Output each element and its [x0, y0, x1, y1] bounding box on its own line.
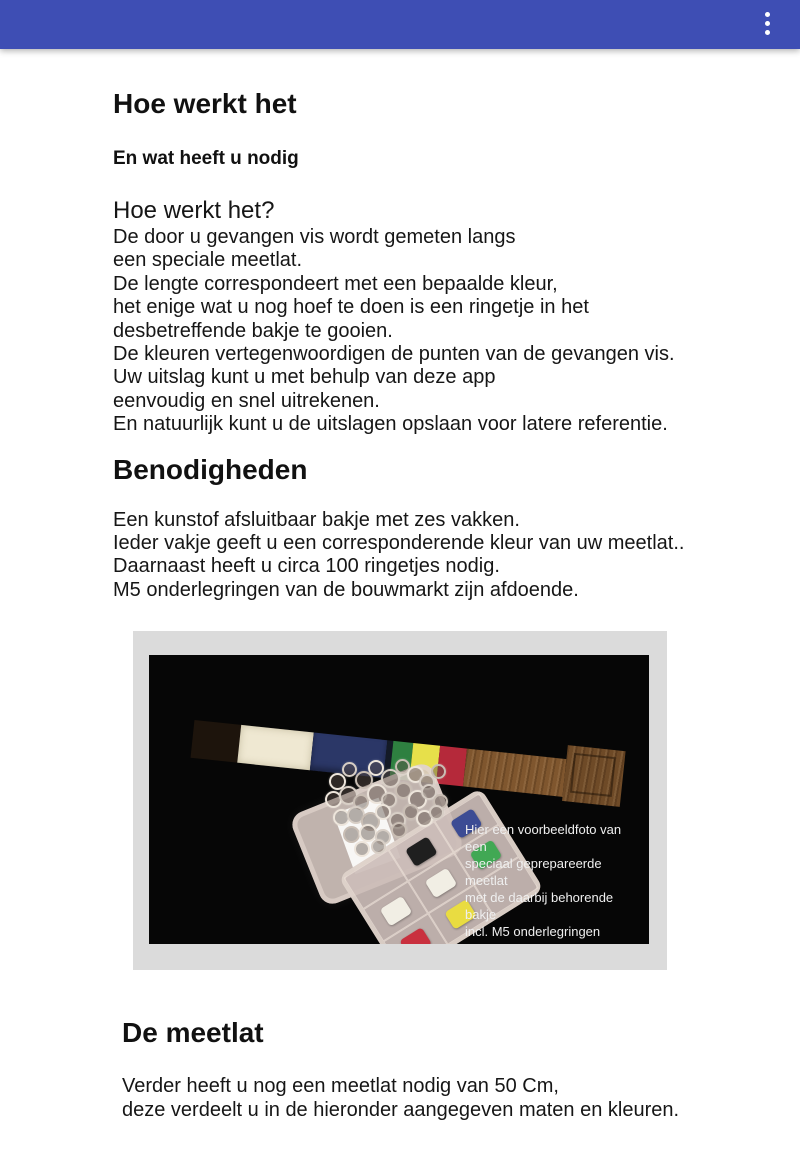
page-subtitle: En wat heeft u nodig — [113, 148, 299, 169]
text-line: De kleuren vertegenwoordigen de punten van de gevangen vis. — [113, 343, 675, 366]
section-heading-how: Hoe werkt het? — [113, 197, 275, 224]
menu-dot — [765, 12, 770, 17]
paragraph-meetlat — [122, 1075, 800, 1122]
text-line: De door u gevangen vis wordt gemeten langs — [113, 226, 516, 248]
text-line: een speciale meetlat. — [113, 249, 303, 272]
kebab-menu-icon — [765, 12, 770, 35]
menu-dot — [765, 30, 770, 35]
text-line: Daarnaast heeft u circa 100 ringetjes nodig. — [113, 555, 500, 578]
content-area — [0, 49, 800, 1122]
overflow-menu-button[interactable] — [752, 2, 782, 44]
text-line: Verder heeft u nog een meetlat nodig van 50 Cm, — [122, 1075, 559, 1098]
ruler-segment-black — [191, 720, 242, 763]
section-heading-meetlat: De meetlat — [122, 1017, 264, 1049]
caption-line: met de daarbij behorende bakje — [465, 890, 614, 923]
ruler-segment-wood — [463, 748, 566, 796]
ruler-handle — [562, 745, 626, 807]
text-line: het enige wat u nog hoef te doen is een ringetje in het — [113, 296, 589, 319]
caption-line: incl. M5 onderlegringen — [465, 924, 601, 940]
caption-line: Hier een voorbeeldfoto van een — [465, 822, 622, 855]
text-line: Een kunstof afsluitbaar bakje met zes vakken. — [113, 508, 520, 531]
ruler-segment-white — [237, 725, 314, 770]
page-title: Hoe werkt het — [113, 88, 297, 119]
photo-frame — [133, 631, 667, 970]
text-line: En natuurlijk kunt u de uitslagen opslaan voor latere referentie. — [113, 413, 668, 436]
text-line: desbetreffende bakje te gooien. — [113, 319, 393, 342]
text-line: Ieder vakje geeft u een corresponderende kleur van uw meetlat.. — [113, 532, 685, 555]
example-photo — [149, 655, 649, 944]
caption-line: speciaal geprepareerde meetlat — [465, 856, 602, 889]
text-line: M5 onderlegringen van de bouwmarkt zijn afdoende. — [113, 578, 579, 601]
photo-caption — [465, 821, 643, 940]
text-line: eenvoudig en snel uitrekenen. — [113, 389, 380, 412]
text-line: Uw uitslag kunt u met behulp van deze app — [113, 366, 496, 389]
menu-dot — [765, 21, 770, 26]
paragraph-how — [113, 226, 800, 437]
text-line: De lengte correspondeert met een bepaalde kleur, — [113, 272, 558, 295]
section-heading-benodigheden: Benodigheden — [113, 453, 308, 485]
paragraph-benodigheden — [113, 509, 800, 603]
text-line: deze verdeelt u in de hieronder aangegeven maten en kleuren. — [122, 1098, 680, 1121]
app-bar — [0, 0, 800, 49]
